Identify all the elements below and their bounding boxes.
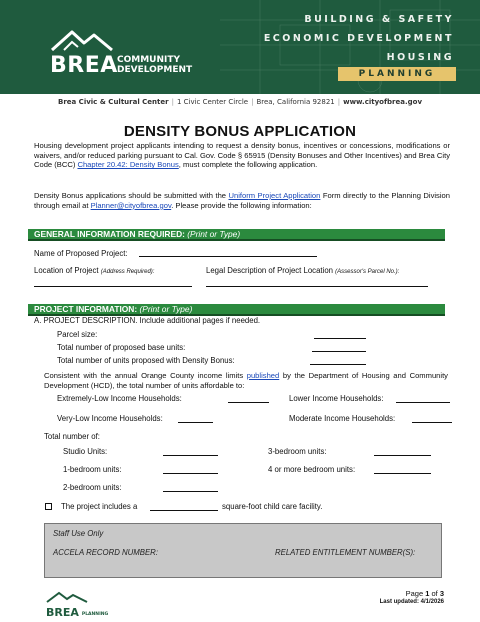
staff-use-heading: Staff Use Only — [53, 529, 104, 538]
moderate-income-label: Moderate Income Households: — [289, 414, 396, 423]
moderate-income-field[interactable] — [412, 422, 452, 423]
dept-building-safety: BUILDING & SAFETY — [304, 14, 454, 25]
childcare-sqft-field[interactable] — [150, 510, 218, 511]
parcel-size-field[interactable] — [314, 338, 366, 339]
dept-planning-badge: PLANNING — [338, 67, 456, 81]
legal-description-field[interactable] — [206, 286, 428, 287]
logo-subtitle: COMMUNITY DEVELOPMENT — [117, 55, 193, 75]
logo-wordmark: BREA — [50, 53, 118, 78]
lower-income-field[interactable] — [396, 402, 450, 403]
address-city: Brea, California 92821 — [256, 98, 335, 106]
legal-description-label: Legal Description of Project Location (Assessor's Parcel No.): — [206, 266, 400, 275]
base-units-label: Total number of proposed base units: — [57, 343, 186, 352]
three-bedroom-label: 3-bedroom units: — [268, 447, 327, 456]
page-title: DENSITY BONUS APPLICATION — [123, 123, 357, 140]
density-units-field[interactable] — [310, 364, 366, 365]
published-income-limits-link[interactable]: published — [246, 371, 280, 380]
four-plus-bedroom-label: 4 or more bedroom units: — [268, 465, 356, 474]
general-info-heading: GENERAL INFORMATION REQUIRED: (Print or Type) — [28, 229, 445, 241]
one-bedroom-field[interactable] — [163, 473, 218, 474]
lower-income-label: Lower Income Households: — [289, 394, 384, 403]
project-name-label: Name of Proposed Project: — [34, 249, 128, 258]
income-limits-paragraph: Consistent with the annual Orange County income limits published by the Department of Housing and Community Development (HCD), the total number of units affordable to: — [44, 371, 448, 390]
address-website[interactable]: www.cityofbrea.gov — [343, 98, 423, 106]
studio-units-label: Studio Units: — [63, 447, 108, 456]
related-entitlement-label: RELATED ENTITLEMENT NUMBER(S): — [275, 548, 416, 557]
three-bedroom-field[interactable] — [374, 455, 431, 456]
two-bedroom-field[interactable] — [163, 491, 218, 492]
location-label: Location of Project (Address Required): — [34, 266, 155, 275]
density-units-label: Total number of units proposed with Density Bonus: — [57, 356, 235, 365]
total-number-of-label: Total number of: — [44, 432, 100, 441]
footer-logo-sub: PLANNING — [81, 612, 109, 617]
intro-paragraph-1: Housing development project applicants intending to request a density bonus, incentives or concessions, modifications or waivers, and/or reduced parking pursuant to Cal. Gov. Code § 65915 (Density Bonuses and Other Incentives) and Brea City Code (BCC) Chapter 20.42: Density Bonus, must complete the following application. — [34, 141, 450, 170]
address-venue: Brea Civic & Cultural Center — [57, 98, 169, 106]
staff-use-box — [44, 523, 442, 578]
mountain-logo-icon — [50, 28, 114, 52]
two-bedroom-label: 2-bedroom units: — [63, 483, 122, 492]
studio-units-field[interactable] — [163, 455, 218, 456]
footer-logo — [46, 588, 108, 619]
very-low-field[interactable] — [178, 422, 213, 423]
planner-email-link[interactable]: Planner@cityofbrea.gov — [90, 200, 172, 210]
page-number: Page 1 of 3 — [405, 589, 444, 598]
base-units-field[interactable] — [312, 351, 366, 352]
childcare-label-end: square-foot child care facility. — [222, 502, 323, 511]
dept-economic-development: ECONOMIC DEVELOPMENT — [263, 33, 454, 44]
childcare-label-start: The project includes a — [61, 502, 138, 511]
uniform-project-application-link[interactable]: Uniform Project Application — [228, 191, 321, 200]
intro-paragraph-2: Density Bonus applications should be submitted with the Uniform Project Application Form directly to the Planning Division through email at Planner@cityofbrea.gov. Please provide the following information: — [34, 191, 450, 210]
project-name-field[interactable] — [139, 256, 317, 257]
header-banner — [0, 0, 480, 94]
parcel-size-label: Parcel size: — [57, 330, 98, 339]
last-updated: Last updated: 4/1/2026 — [379, 599, 444, 605]
accela-record-label: ACCELA RECORD NUMBER: — [53, 548, 158, 557]
address-street: 1 Civic Center Circle — [176, 98, 249, 106]
location-field[interactable] — [34, 286, 192, 287]
extremely-low-label: Extremely-Low Income Households: — [57, 394, 182, 403]
item-a-project-description: A. PROJECT DESCRIPTION. Include additional pages if needed. — [34, 316, 261, 325]
chapter-20-42-link[interactable]: Chapter 20.42: Density Bonus — [77, 160, 179, 170]
footer-logo-word: BREA — [46, 606, 79, 619]
dept-housing: HOUSING — [386, 52, 454, 63]
childcare-checkbox[interactable] — [45, 503, 52, 510]
four-plus-bedroom-field[interactable] — [374, 473, 431, 474]
footer-mountain-icon — [46, 591, 88, 603]
very-low-label: Very-Low Income Households: — [57, 414, 163, 423]
extremely-low-field[interactable] — [228, 402, 269, 403]
address-line: Brea Civic & Cultural Center | 1 Civic Center Circle | Brea, California 92821 | www.cityofbrea.gov — [57, 98, 423, 106]
project-info-heading: PROJECT INFORMATION: (Print or Type) — [28, 304, 445, 316]
one-bedroom-label: 1-bedroom units: — [63, 465, 122, 474]
